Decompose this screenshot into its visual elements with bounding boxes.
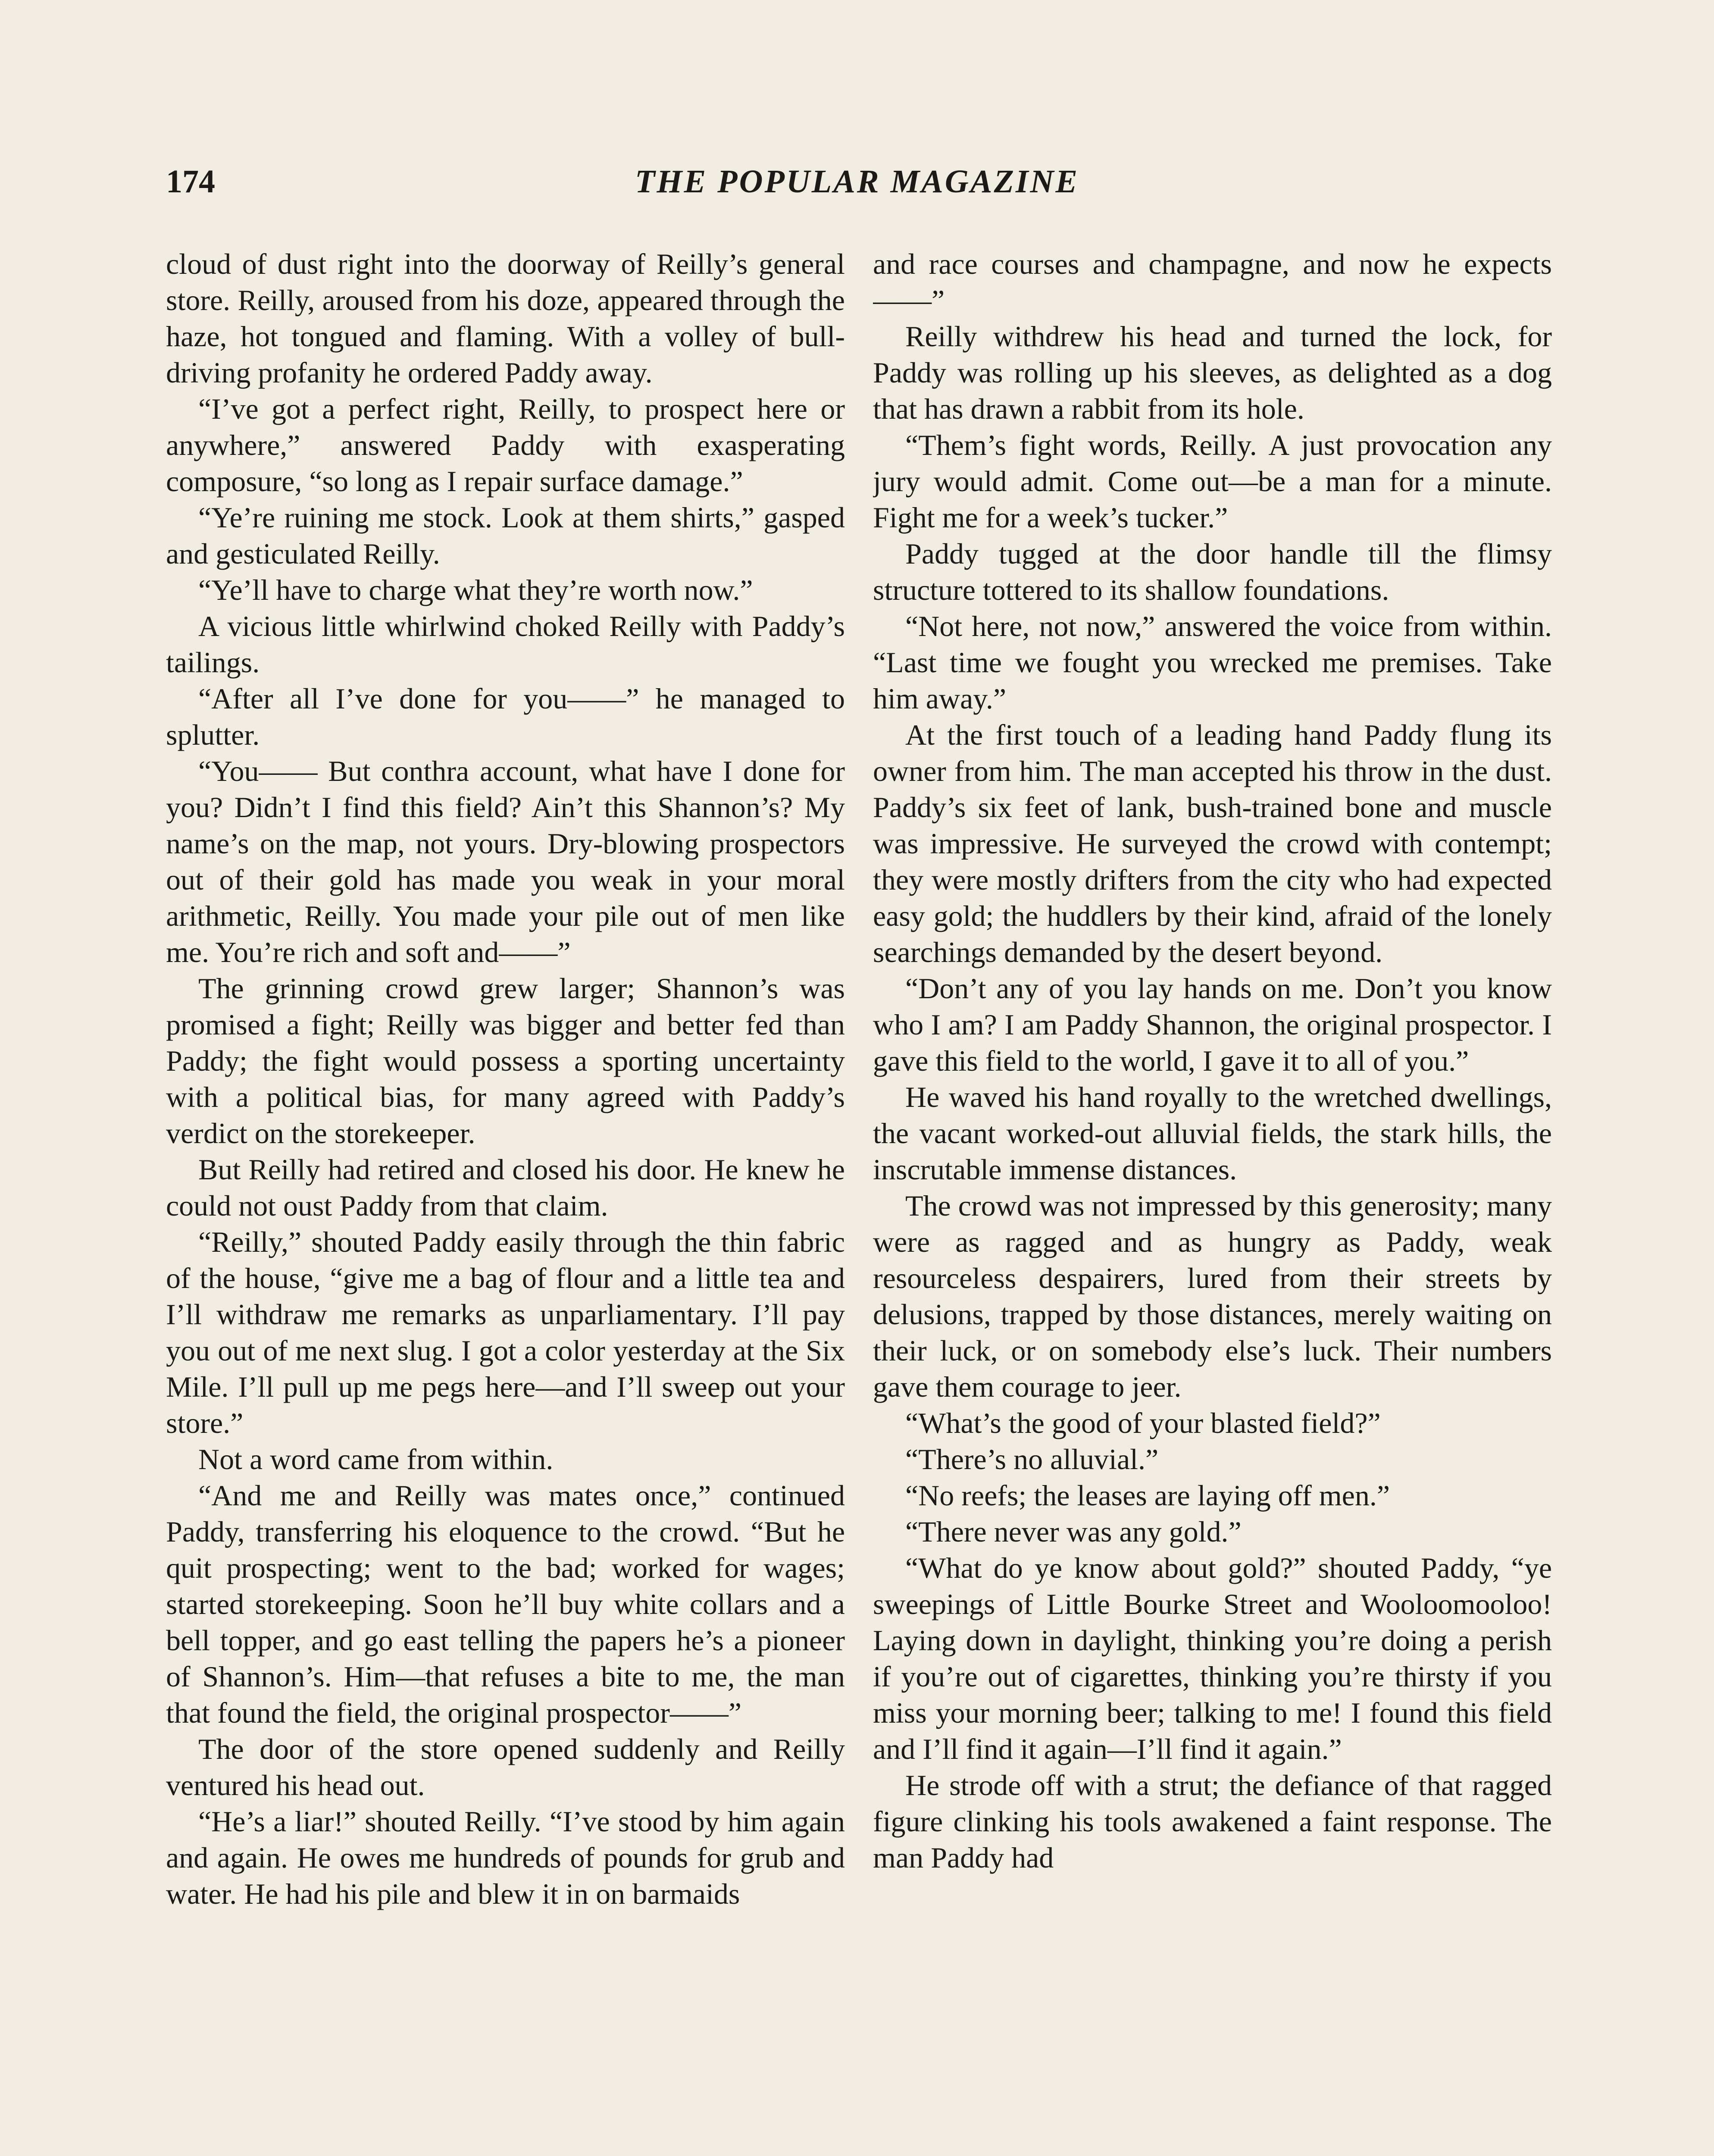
paragraph: “You—— But conthra account, what have I done for you? Didn’t I find this field? Ain’t this Shannon’s? My name’s on the map, not yours. Dry-blowing prospectors out of their gold has made you weak in your moral arithmetic, Reilly. You made your pile out of men like me. You’re rich and soft and——”	[166, 755, 845, 968]
paragraph: “I’ve got a perfect right, Reilly, to prospect here or anywhere,” answered Paddy with exasperating composure, “so long as I repair surface damage.”	[166, 392, 845, 498]
page-number: 174	[166, 163, 215, 200]
paragraph: The door of the store opened suddenly and Reilly ventured his head out.	[166, 1733, 845, 1802]
paragraph: “Don’t any of you lay hands on me. Don’t you know who I am? I am Paddy Shannon, the original prospector. I gave this field to the world, I gave it to all of you.”	[873, 972, 1552, 1077]
paragraph: “What’s the good of your blasted field?”	[905, 1407, 1381, 1439]
paragraph: “Reilly,” shouted Paddy easily through the thin fabric of the house, “give me a bag of flour and a little tea and I’ll withdraw me remarks as unparliamentary. I’ll pay you out of me next slug. I got a color yesterday at the Six Mile. I’ll pull up me pegs here—and I’ll sweep out your store.”	[166, 1225, 845, 1439]
paragraph: Reilly withdrew his head and turned the lock, for Paddy was rolling up his sleeves, as delighted as a dog that has drawn a rabbit from its hole.	[873, 320, 1552, 425]
paragraph: “There’s no alluvial.”	[905, 1443, 1159, 1476]
paragraph: “He’s a liar!” shouted Reilly. “I’ve stood by him again and again. He owes me hundreds of pounds for grub and water. He had his pile and blew it in on barmaids	[166, 1805, 845, 1910]
paragraph: Paddy tugged at the door handle till the flimsy structure tottered to its shallow foundations.	[873, 537, 1552, 606]
paragraph: “What do ye know about gold?” shouted Paddy, “ye sweepings of Little Bourke Street and Wooloomooloo! Laying down in daylight, thinking you’re doing a perish if you’re out of cigarettes, thinking you’re thirsty if you miss your morning beer; talking to me! I found this field and I’ll find it again—I’ll find it again.”	[873, 1551, 1552, 1765]
paragraph: “After all I’ve done for you——” he managed to splutter.	[166, 682, 845, 751]
paragraph: “Them’s fight words, Reilly. A just provocation any jury would admit. Come out—be a man for a minute. Fight me for a week’s tucker.”	[873, 429, 1552, 534]
paragraph: The grinning crowd grew larger; Shannon’s was promised a fight; Reilly was bigger and better fed than Paddy; the fight would possess a sporting uncertainty with a political bias, for many agreed with Paddy’s verdict on the storekeeper.	[166, 972, 845, 1150]
left-column	[166, 246, 845, 2156]
paragraph: But Reilly had retired and closed his door. He knew he could not oust Paddy from that claim.	[166, 1153, 845, 1222]
paragraph: “No reefs; the leases are laying off men.”	[905, 1479, 1390, 1512]
paragraph: “There never was any gold.”	[905, 1515, 1242, 1548]
paragraph: “And me and Reilly was mates once,” continued Paddy, transferring his eloquence to the crowd. “But he quit prospecting; went to the bad; worked for wages; started storekeeping. Soon he’ll buy white collars and a bell topper, and go east telling the papers he’s a pioneer of Shannon’s. Him—that refuses a bite to me, the man that found the field, the original prospector——”	[166, 1479, 845, 1729]
paragraph: “Not here, not now,” answered the voice from within. “Last time we fought you wrecked me premises. Take him away.”	[873, 610, 1552, 715]
paragraph: “Ye’ll have to charge what they’re worth now.”	[198, 573, 753, 606]
paragraph: He waved his hand royally to the wretched dwellings, the vacant worked-out alluvial fields, the stark hills, the inscrutable immense distances.	[873, 1081, 1552, 1186]
right-column	[873, 246, 1552, 2156]
paragraph: “Ye’re ruining me stock. Look at them shirts,” gasped and gesticulated Reilly.	[166, 501, 845, 570]
running-title: THE POPULAR MAGAZINE	[635, 163, 1079, 200]
paragraph: A vicious little whirlwind choked Reilly with Paddy’s tailings.	[166, 610, 845, 679]
paragraph: cloud of dust right into the doorway of Reilly’s general store. Reilly, aroused from his doze, appeared through the haze, hot tongued and flaming. With a volley of bull-driving profanity he ordered Paddy away.	[166, 248, 845, 389]
paragraph: He strode off with a strut; the defiance of that ragged figure clinking his tools awakened a faint response. The man Paddy had	[873, 1769, 1552, 1874]
paragraph: The crowd was not impressed by this generosity; many were as ragged and as hungry as Paddy, weak resourceless despairers, lured from their streets by delusions, trapped by those distances, merely waiting on their luck, or on somebody else’s luck. Their numbers gave them courage to jeer.	[873, 1189, 1552, 1403]
paragraph: At the first touch of a leading hand Paddy flung its owner from him. The man accepted his throw in the dust. Paddy’s six feet of lank, bush-trained bone and muscle was impressive. He surveyed the crowd with contempt; they were mostly drifters from the city who had expected easy gold; the huddlers by their kind, afraid of the lonely searchings demanded by the desert beyond.	[873, 718, 1552, 968]
paragraph: and race courses and champagne, and now he expects——”	[873, 248, 1552, 317]
paragraph: Not a word came from within.	[198, 1443, 554, 1476]
